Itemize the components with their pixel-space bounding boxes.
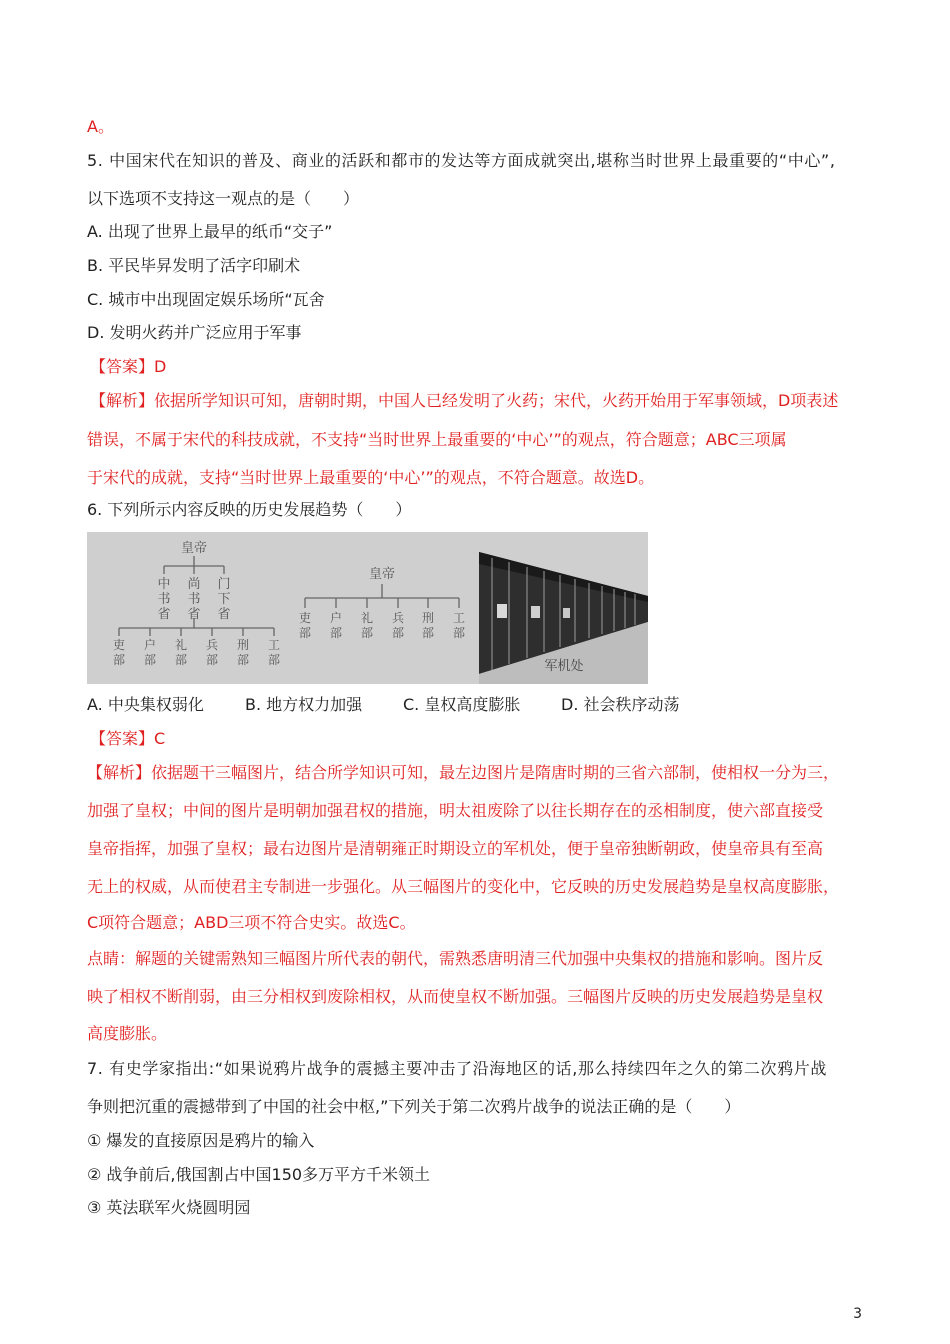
dept-label-2c: 省 [217, 607, 231, 622]
middle-ministry-3-char-1: 部 [391, 626, 405, 640]
left-ministry-3-char-1: 部 [205, 653, 219, 667]
left-ministry-5-char-1: 部 [267, 653, 281, 667]
q7-item-3: ③ 英法联军火烧圆明园 [87, 1198, 251, 1217]
q5-analysis-line2: 错误，不属于宋代的科技成就，不支持“当时世界上最重要的‘中心’”的观点，符合题意；ABC三项属 [87, 430, 787, 449]
q7-item-2: ② 战争前后,俄国割占中国150多万平方千米领土 [87, 1165, 431, 1184]
middle-ministry-2-char-1: 部 [360, 626, 374, 640]
emperor-label-left: 皇帝 [180, 541, 208, 556]
q6-figure-photo [87, 532, 648, 684]
grand-council-building-image [479, 552, 648, 684]
dept-label-1: 尚 [187, 577, 201, 592]
middle-ministry-1-char-1: 部 [329, 626, 343, 640]
middle-ministry-3-char-0: 兵 [391, 611, 405, 625]
middle-ministry-1-char-0: 户 [329, 611, 343, 625]
grand-council-label: 军机处 [544, 659, 584, 674]
middle-ministry-2-char-0: 礼 [360, 611, 374, 625]
middle-ministry-4-char-0: 刑 [421, 611, 435, 625]
q5-answer: 【答案】D [90, 357, 167, 376]
q7-stem-line1: 7. 有史学家指出:“如果说鸦片战争的震撼主要冲击了沿海地区的话,那么持续四年之久的第二次鸦片战 [87, 1059, 827, 1078]
dept-label-0c: 省 [157, 607, 171, 622]
q7-item-1: ① 爆发的直接原因是鸦片的输入 [87, 1131, 315, 1150]
left-ministry-0-char-0: 吏 [112, 638, 126, 652]
dept-label-2: 门 [217, 577, 231, 592]
q6-analysis-line4: 无上的权威，从而使君主专制进一步强化。从三幅图片的变化中，它反映的历史发展趋势是皇权高度膨胀， [87, 877, 840, 896]
left-ministry-2-char-1: 部 [174, 653, 188, 667]
q5-analysis-line3: 于宋代的成就，支持“当时世界上最重要的‘中心’”的观点，不符合题意。故选D。 [87, 468, 655, 487]
emperor-label-middle: 皇帝 [368, 567, 396, 582]
left-ministry-4-char-1: 部 [236, 653, 250, 667]
dept-label-1c: 省 [187, 607, 201, 622]
q6-analysis-line2: 加强了皇权；中间的图片是明朝加强君权的措施，明太祖废除了以往长期存在的丞相制度，使六部直接受 [87, 801, 824, 820]
middle-ministry-0-char-1: 部 [298, 626, 312, 640]
left-ministry-1-char-0: 户 [143, 638, 157, 652]
q6-tip-line3: 高度膨胀。 [87, 1024, 168, 1043]
q7-stem-line2: 争则把沉重的震撼带到了中国的社会中枢,”下列关于第二次鸦片战争的说法正确的是（ ） [87, 1097, 741, 1116]
page-number: 3 [853, 1306, 862, 1322]
left-ministry-5-char-0: 工 [267, 638, 281, 652]
left-ministry-4-char-0: 刑 [236, 638, 250, 652]
dept-label-2b: 下 [217, 592, 231, 607]
q6-tip-line1: 点睛：解题的关键需熟知三幅图片所代表的朝代，需熟悉唐明清三代加强中央集权的措施和影响。图片反 [87, 949, 824, 968]
q6-tip-line2: 映了相权不断削弱，由三分相权到废除相权，从而使皇权不断加强。三幅图片反映的历史发展趋势是皇权 [87, 987, 824, 1006]
q6-answer: 【答案】C [90, 729, 166, 748]
dept-label-1b: 书 [187, 592, 201, 607]
middle-ministry-0-char-0: 吏 [298, 611, 312, 625]
dept-label-0: 中 [157, 577, 171, 592]
previous-answer-tail: A。 [87, 117, 114, 136]
q5-analysis-line1: 【解析】依据所学知识可知，唐朝时期，中国人已经发明了火药；宋代，火药开始用于军事领域，D项表述 [90, 391, 839, 410]
three-depts-labels [157, 576, 230, 622]
q5-option-d: D. 发明火药并广泛应用于军事 [87, 323, 302, 342]
left-ministry-2-char-0: 礼 [174, 638, 188, 652]
left-ministry-1-char-1: 部 [143, 653, 157, 667]
middle-ministry-5-char-1: 部 [452, 626, 466, 640]
ming-ministries-chart [305, 584, 459, 608]
q6-analysis-line3: 皇帝指挥，加强了皇权；最右边图片是清朝雍正时期设立的军机处，便于皇帝独断朝政，使皇帝具有至高 [87, 839, 824, 858]
q5-stem-line2: 以下选项不支持这一观点的是（ ） [87, 189, 360, 208]
q5-stem-line1: 5. 中国宋代在知识的普及、商业的活跃和都市的发达等方面成就突出,堪称当时世界上最重要的“中心”, [87, 151, 836, 170]
middle-ministry-5-char-0: 工 [452, 611, 466, 625]
q6-option-c: C. 皇权高度膨胀 [403, 695, 521, 714]
q6-stem: 6. 下列所示内容反映的历史发展趋势（ ） [87, 500, 412, 519]
six-ministries-labels-middle [299, 610, 465, 640]
left-ministry-3-char-0: 兵 [205, 638, 219, 652]
q5-option-b: B. 平民毕昇发明了活字印刷术 [87, 256, 301, 275]
q6-option-b: B. 地方权力加强 [245, 695, 363, 714]
q6-option-a: A. 中央集权弱化 [87, 695, 204, 714]
q5-option-c: C. 城市中出现固定娱乐场所“瓦舍 [87, 290, 325, 309]
q6-options [87, 695, 680, 715]
q6-analysis-line5: C项符合题意；ABD三项不符合史实。故选C。 [87, 913, 416, 932]
q6-option-d: D. 社会秩序动荡 [561, 695, 680, 714]
six-ministries-labels-left [113, 637, 280, 667]
middle-ministry-4-char-1: 部 [421, 626, 435, 640]
dept-label-0b: 书 [157, 592, 171, 607]
q5-option-a: A. 出现了世界上最早的纸币“交子” [87, 222, 333, 241]
q6-analysis-line1: 【解析】依据题干三幅图片，结合所学知识可知，最左边图片是隋唐时期的三省六部制，使相权一分为三， [87, 763, 840, 782]
left-ministry-0-char-1: 部 [112, 653, 126, 667]
